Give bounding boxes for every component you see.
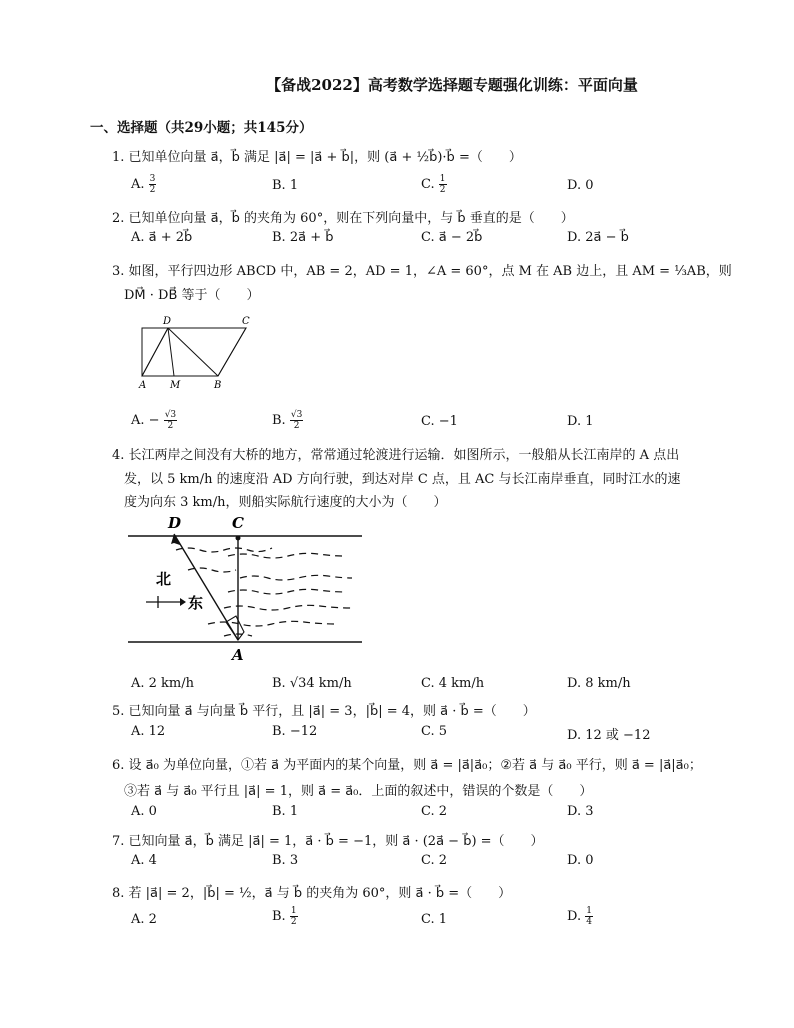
q6-option-a[interactable]: A. 0 — [131, 804, 157, 819]
q3-option-b[interactable] — [272, 410, 303, 431]
question-2-stem: 2. 已知单位向量 a⃗，b⃗ 的夹角为 60°，则在下列向量中，与 b⃗ 垂直的是（ ） — [112, 211, 574, 226]
q8-option-a[interactable]: A. 2 — [131, 912, 157, 927]
q3-a-numerator: √3 — [164, 410, 177, 420]
q2-option-b[interactable]: B. 2a⃗ + b⃗ — [272, 230, 334, 245]
vector-ad — [174, 534, 238, 640]
question-8-stem: 8. 若 |a⃗| = 2，|b⃗| = ½，a⃗ 与 b⃗ 的夹角为 60°，则 a⃗ · b⃗ =（ ） — [112, 886, 512, 901]
section-heading: 一、选择题（共29小题；共145分） — [90, 120, 313, 136]
point-c — [236, 536, 241, 541]
q1-a-denominator: 2 — [149, 185, 156, 195]
q2-option-a[interactable]: A. a⃗ + 2b⃗ — [131, 230, 193, 245]
label-north: 北 — [156, 570, 172, 588]
question-7-stem: 7. 已知向量 a⃗，b⃗ 满足 |a⃗| = 1，a⃗ · b⃗ = −1，则 a⃗ · (2a⃗ − b⃗) =（ ） — [112, 834, 544, 849]
q7-option-a[interactable]: A. 4 — [131, 853, 157, 868]
question-5-stem: 5. 已知向量 a⃗ 与向量 b⃗ 平行，且 |a⃗| = 3，|b⃗| = 4，则 a⃗ · b⃗ =（ ） — [112, 704, 536, 719]
q6-option-d[interactable]: D. 3 — [567, 804, 594, 819]
q3-option-a-fraction — [164, 410, 177, 431]
q1-option-a-fraction — [149, 174, 157, 195]
q3-option-b-fraction — [290, 410, 303, 431]
q5-option-c[interactable]: C. 5 — [421, 724, 448, 739]
label-east: 东 — [188, 594, 204, 612]
east-arrow-head — [180, 598, 186, 606]
q3-option-d[interactable]: D. 1 — [567, 414, 594, 429]
segment-dm — [168, 328, 174, 376]
q4-option-b[interactable]: B. √34 km/h — [272, 676, 352, 691]
q3-option-c[interactable]: C. −1 — [421, 414, 458, 429]
parallelogram-outline — [142, 328, 246, 376]
q1-c-numerator: 1 — [439, 174, 446, 184]
q1-option-c-label: C. — [421, 177, 435, 192]
q6-option-b[interactable]: B. 1 — [272, 804, 299, 819]
label-a: A — [139, 380, 147, 391]
q6-option-c[interactable]: C. 2 — [421, 804, 448, 819]
question-1-stem: 1. 已知单位向量 a⃗，b⃗ 满足 |a⃗| = |a⃗ + b⃗|，则 (a⃗ + ½b⃗)·b⃗ =（ ） — [112, 150, 522, 165]
question-6-stem-line2: ③若 a⃗ 与 a⃗₀ 平行且 |a⃗| = 1，则 a⃗ = a⃗₀．上面的叙述中，错误的个数是（ ） — [124, 784, 593, 799]
q5-option-d[interactable]: D. 12 或 −12 — [567, 728, 651, 743]
q8-option-d-fraction — [585, 906, 593, 927]
q2-option-d[interactable]: D. 2a⃗ − b⃗ — [567, 230, 629, 245]
q8-b-numerator: 1 — [290, 906, 297, 916]
q4-option-c[interactable]: C. 4 km/h — [421, 676, 485, 691]
q1-option-a[interactable] — [131, 174, 156, 195]
q1-option-d[interactable]: D. 0 — [567, 178, 594, 193]
page-title: 【备战2022】高考数学选择题专题强化训练：平面向量 — [266, 76, 638, 94]
q3-a-denominator: 2 — [167, 421, 174, 431]
question-4-stem-line2: 发，以 5 km/h 的速度沿 AD 方向行驶，到达对岸 C 点，且 AC 与长江南岸垂直，同时江水的速 — [124, 472, 681, 487]
parallelogram-abcd — [142, 328, 246, 376]
q3-b-numerator: √3 — [290, 410, 303, 420]
label-m: M — [170, 380, 181, 391]
q5-option-b[interactable]: B. −12 — [272, 724, 318, 739]
q8-d-denominator: 4 — [586, 917, 592, 927]
q1-option-b[interactable]: B. 1 — [272, 178, 299, 193]
water-waves — [176, 548, 352, 636]
q1-option-a-label: A. — [131, 177, 145, 192]
q2-option-c[interactable]: C. a⃗ − 2b⃗ — [421, 230, 483, 245]
q8-option-d-label: D. — [567, 909, 582, 924]
q1-c-denominator: 2 — [439, 185, 446, 195]
q5-option-a[interactable]: A. 12 — [131, 724, 166, 739]
question-3-stem-line1: 3. 如图，平行四边形 ABCD 中，AB = 2，AD = 1，∠A = 60°，点 M 在 AB 边上，且 AM = ⅓AB，则 — [112, 264, 732, 279]
label-c: C — [242, 316, 250, 327]
parallelogram-figure — [130, 312, 260, 394]
q1-a-numerator: 3 — [149, 174, 156, 184]
question-6-stem-line1: 6. 设 a⃗₀ 为单位向量，①若 a⃗ 为平面内的某个向量，则 a⃗ = |a⃗|a⃗₀；②若 a⃗ 与 a⃗₀ 平行，则 a⃗ = |a⃗|a⃗₀； — [112, 758, 702, 773]
q7-option-b[interactable]: B. 3 — [272, 853, 299, 868]
q8-option-b-label: B. — [272, 909, 286, 924]
label-c: C — [232, 514, 244, 532]
q8-option-d[interactable] — [567, 906, 593, 927]
question-4-stem-line1: 4. 长江两岸之间没有大桥的地方，常常通过轮渡进行运输．如图所示，一般船从长江南岸的 A 点出 — [112, 448, 680, 463]
boat — [226, 616, 244, 640]
segment-db — [168, 328, 218, 376]
q3-option-a-label: A. − — [131, 413, 160, 428]
label-a: A — [232, 646, 244, 664]
q8-option-b[interactable] — [272, 906, 298, 927]
q3-option-a[interactable] — [131, 410, 177, 431]
question-4-stem-line3: 度为向东 3 km/h，则船实际航行速度的大小为（ ） — [124, 495, 447, 510]
river-crossing-figure — [128, 512, 368, 664]
q8-option-c[interactable]: C. 1 — [421, 912, 448, 927]
q8-option-b-fraction — [290, 906, 298, 927]
q7-option-c[interactable]: C. 2 — [421, 853, 448, 868]
question-3-stem-line2: DM⃗ · DB⃗ 等于（ ） — [124, 288, 260, 303]
q1-option-c-fraction — [439, 174, 447, 195]
q3-option-b-label: B. — [272, 413, 286, 428]
q4-option-d[interactable]: D. 8 km/h — [567, 676, 631, 691]
q8-b-denominator: 2 — [290, 917, 297, 927]
label-d: D — [168, 514, 182, 532]
q4-option-a[interactable]: A. 2 km/h — [131, 676, 195, 691]
q3-b-denominator: 2 — [293, 421, 300, 431]
label-d: D — [163, 316, 172, 327]
q7-option-d[interactable]: D. 0 — [567, 853, 594, 868]
label-b: B — [214, 380, 222, 391]
q8-d-numerator: 1 — [586, 906, 592, 916]
q1-option-c[interactable] — [421, 174, 447, 195]
